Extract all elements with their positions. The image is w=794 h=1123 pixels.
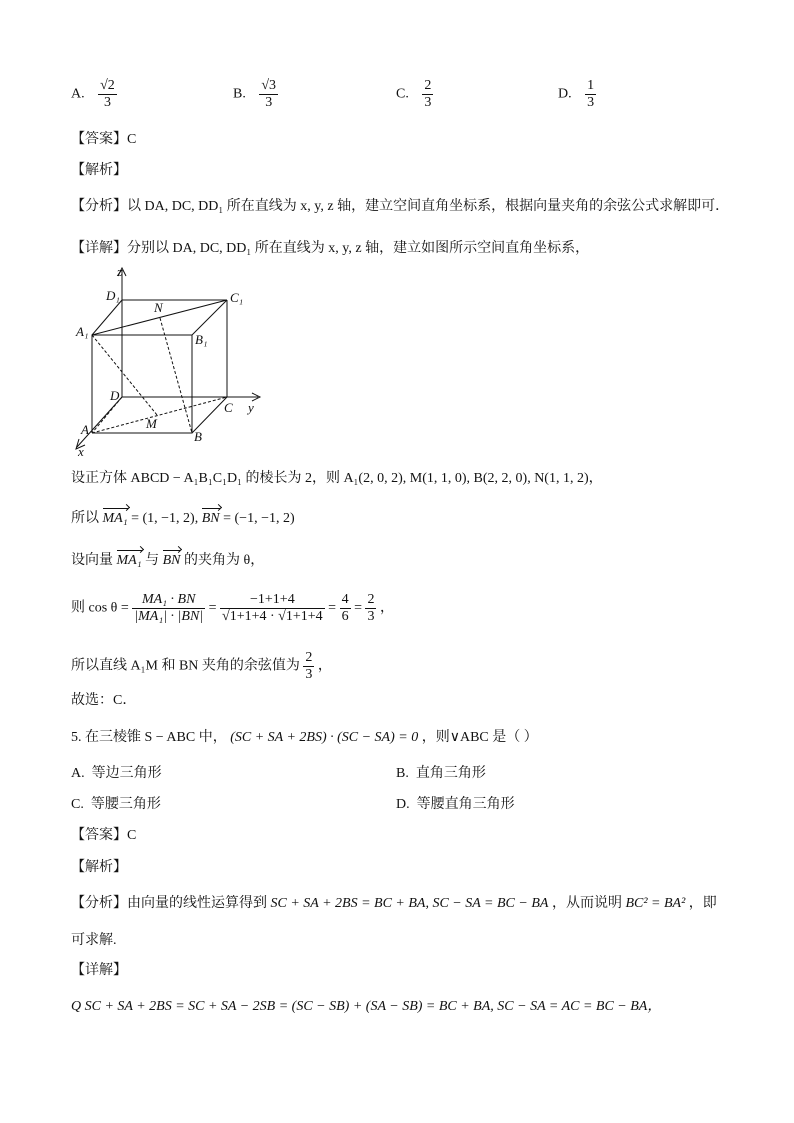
label-z: z: [117, 264, 123, 279]
front-face: [92, 335, 192, 433]
vector-BN: BN: [162, 553, 181, 568]
label-A1: A₁: [76, 324, 89, 339]
q4-option-c: [396, 78, 433, 111]
q4-conclusion: 故选：C．: [71, 693, 137, 708]
q4-step4-cosine: 则 cos θ = $\frac{\text{MA₁ · BN}}{\text{|MA₁| · |BN|}}$ = $\frac{-1+1+4}{√1+1+4 \cdot √1+1+4}$ = $\frac{4}{6}$ = $\frac{2}{3}$ ，: [71, 592, 394, 624]
q4-answer: 【答案】C: [71, 132, 137, 147]
label-y: y: [248, 400, 254, 415]
q5-detail-line: Q SC + SA + 2BS = SC + SA − 2SB = (SC − SB) + (SA − SB) = BC + BA, SC − SA = AC = BC − BA，: [71, 999, 662, 1014]
option-fraction: $\frac{2}{3}$: [424, 78, 432, 110]
q5-option-b: B. 直角三角形: [396, 766, 486, 781]
option-fraction: $\frac{√2}{3}$: [100, 78, 115, 110]
q4-option-b: [233, 78, 278, 111]
q4-step1: 设正方体 ABCD − A₁B₁C₁D₁ 的棱长为 2，则 A₁(2, 0, 2), M(1, 1, 0), B(2, 2, 0), N(1, 1, 2)，: [71, 471, 603, 486]
edge-BC: [192, 397, 227, 433]
option-letter: B.: [233, 86, 246, 102]
q5-vector-expression: (SC + SA + 2BS) · (SC − SA) = 0: [230, 730, 419, 745]
q4-option-a: [71, 78, 117, 111]
label-N: N: [154, 300, 163, 315]
q5-detail-heading: 【详解】: [71, 963, 127, 978]
q5-analysis-line2: 可求解.: [71, 933, 117, 948]
vector-BN: BN: [201, 511, 220, 526]
q5-answer: 【答案】C: [71, 828, 137, 843]
label-B: B: [194, 429, 202, 444]
label-C: C: [224, 400, 233, 415]
label-B1: B₁: [195, 332, 208, 347]
q4-analysis-heading: 【解析】: [71, 163, 127, 178]
edge-A1D1: [92, 300, 122, 335]
q5-option-d: D. 等腰直角三角形: [396, 797, 515, 812]
segment-A1M: [92, 335, 157, 415]
q5-option-c: C. 等腰三角形: [71, 797, 161, 812]
cos-value-fraction: $\frac{2}{3}$: [305, 650, 313, 682]
q4-detail: 【详解】分别以 DA, DC, DD₁ 所在直线为 x, y, z 轴，建立如图所示空间直角坐标系，: [71, 241, 590, 256]
option-fraction: $\frac{√3}{3}$: [261, 78, 277, 110]
q5-stem: 5. 在三棱锥 S − ABC 中， (SC + SA + 2BS) · (SC − SA) = 0 ，则∨ABC 是（ ）: [71, 730, 538, 745]
option-letter: C.: [396, 86, 409, 102]
q4-step2: 所以 MA₁ = (1, −1, 2), BN = (−1, −1, 2): [71, 511, 295, 526]
label-x: x: [78, 444, 84, 457]
label-D1: D₁: [106, 288, 120, 303]
label-M: M: [146, 416, 157, 431]
q4-analysis: 【分析】以 DA, DC, DD₁ 所在直线为 x, y, z 轴，建立空间直角坐标系，根据向量夹角的余弦公式求解即可．: [71, 199, 730, 214]
option-letter: A.: [71, 86, 85, 102]
cos-fraction-4: $\frac{2}{3}$: [367, 592, 375, 624]
cos-fraction-1: $\frac{\text{MA₁ · BN}}{\text{|MA₁| · |BN|}}$: [134, 592, 204, 624]
label-A: A: [81, 422, 89, 437]
edge-B1C1: [192, 300, 227, 335]
vector-MA1: MA₁: [102, 511, 128, 526]
cube-figure: [72, 262, 272, 457]
q5-analysis-heading: 【解析】: [71, 860, 127, 875]
q4-option-d: [558, 78, 596, 111]
q4-step3: 设向量 MA₁ 与 BN 的夹角为 θ，: [71, 553, 265, 568]
q4-step5: 所以直线 A₁M 和 BN 夹角的余弦值为 $\frac{2}{3}$ ，: [71, 650, 332, 682]
q5-analysis-line1: 【分析】由向量的线性运算得到 SC + SA + 2BS = BC + BA, SC − SA = BC − BA ，从而说明 BC² = BA² ，即: [71, 896, 717, 911]
option-letter: D.: [558, 86, 572, 102]
option-fraction: $\frac{1}{3}$: [587, 78, 595, 110]
label-D: D: [110, 388, 120, 403]
cos-fraction-2: $\frac{-1+1+4}{√1+1+4 \cdot √1+1+4}$: [222, 592, 323, 624]
q5-square-expression: BC² = BA²: [625, 896, 686, 911]
q5-option-a: A. 等边三角形: [71, 766, 162, 781]
label-C1: C₁: [230, 290, 244, 305]
cos-fraction-3: $\frac{4}{6}$: [341, 592, 349, 624]
vector-MA1: MA₁: [116, 553, 142, 568]
q5-linear-expression: SC + SA + 2BS = BC + BA, SC − SA = BC − BA: [270, 896, 549, 911]
